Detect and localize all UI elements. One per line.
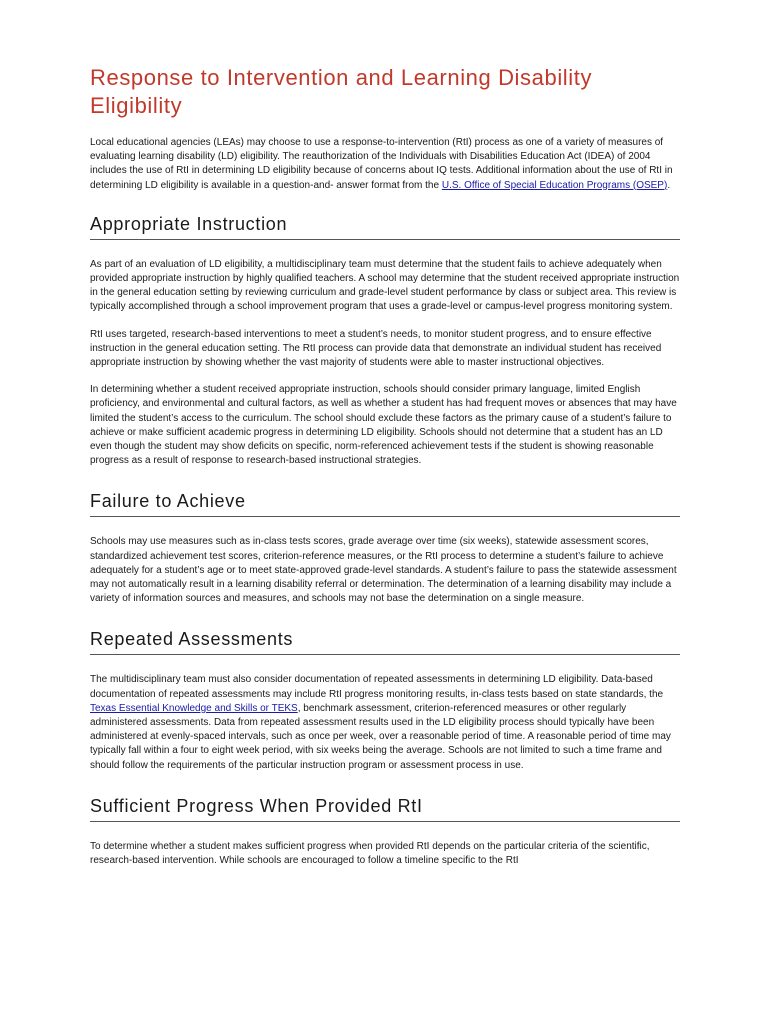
repeated-assessments-text-end: , benchmark assessment, criterion-referenced measures or other regularly administered assessments. Data from repeated assessment results used in the LD eligibility process should typically have been administered at evenly-spaced intervals, such as once per week, over a reasonable period of time. A reasonable period of time may typically fall within a four to eight week period, with six weeks being the average. Schools are not limited to such a time frame and should follow the requirements of the particular instruction program or assessment process in use. <box>90 702 671 771</box>
repeated-assessments-paragraph <box>90 673 680 772</box>
document-content <box>90 64 680 868</box>
osep-link[interactable]: U.S. Office of Special Education Programs (OSEP) <box>441 179 668 191</box>
repeated-assessments-text: The multidisciplinary team must also consider documentation of repeated assessments in determining LD eligibility. Data-based documentation of repeated assessments may include RtI progress monitoring results, in-class tests based on state standards, the <box>90 674 664 700</box>
heading-appropriate-instruction: Appropriate Instruction <box>90 213 680 240</box>
intro-paragraph <box>90 136 680 193</box>
appropriate-instruction-paragraph-1: As part of an evaluation of LD eligibility, a multidisciplinary team must determine that the student fails to achieve adequately when provided appropriate instruction by highly qualified teachers. A school may determine that the student received appropriate instruction in the general education setting by reviewing curriculum and grade-level student performance by class or subject area. This review is typically accomplished through a school improvement program that uses a grade-level or campus-level progress monitoring system. <box>90 258 680 313</box>
failure-to-achieve-paragraph: Schools may use measures such as in-class tests scores, grade average over time (six weeks), statewide assessment scores, standardized achievement test scores, criterion-reference measures, or the RtI process to determine a student’s failure to achieve adequately for a student’s age or to meet state-approved grade-level standards. A student’s failure to pass the statewide assessment may not automatically result in a learning disability referral or determination. The determination of a learning disability may include a variety of information sources and measures, and schools may not base the determination on a single measure. <box>90 536 677 605</box>
page-title: Response to Intervention and Learning Disability Eligibility <box>90 65 593 118</box>
intro-text: Local educational agencies (LEAs) may choose to use a response-to-intervention (RtI) process as one of a variety of measures of evaluating learning disability (LD) eligibility. The reauthorization of the Individuals with Disabilities Education Act (IDEA) of 2004 includes the use of RtI in determining LD eligibility because of concerns about IQ tests. Additional information about the use of RtI in determining LD eligibility is available in a question-and- answer format from the <box>90 137 673 191</box>
heading-sufficient-progress: Sufficient Progress When Provided RtI <box>90 795 680 822</box>
heading-failure-to-achieve: Failure to Achieve <box>90 490 680 517</box>
teks-link[interactable]: Texas Essential Knowledge and Skills or TEKS <box>90 702 298 714</box>
appropriate-instruction-paragraph-3: In determining whether a student received appropriate instruction, schools should consider primary language, limited English proficiency, and environmental and cultural factors, as well as whether a student has had frequent moves or absences that may have limited the student’s access to the curriculum. The school should exclude these factors as the primary cause of a student’s failure to achieve or make sufficient academic progress in determining LD eligibility. Schools should not determine that a student has an LD even though the student may show deficits on specific, norm-referenced achievement tests if the student is showing reasonable progress as a result of response to research-based instructional strategies. <box>90 384 677 467</box>
intro-text-end: . <box>667 179 671 191</box>
heading-repeated-assessments: Repeated Assessments <box>90 628 680 655</box>
appropriate-instruction-paragraph-2: RtI uses targeted, research-based interventions to meet a student’s needs, to monitor student progress, and to ensure effective instruction in the general education setting. The RtI process can provide data that demonstrate an individual student has received appropriate instruction by showing whether the vast majority of students were able to master instructional objectives. <box>90 328 662 369</box>
sufficient-progress-paragraph: To determine whether a student makes sufficient progress when provided RtI depends on the particular criteria of the scientific, research-based intervention. While schools are encouraged to follow a timeline specific to the RtI <box>90 840 650 867</box>
